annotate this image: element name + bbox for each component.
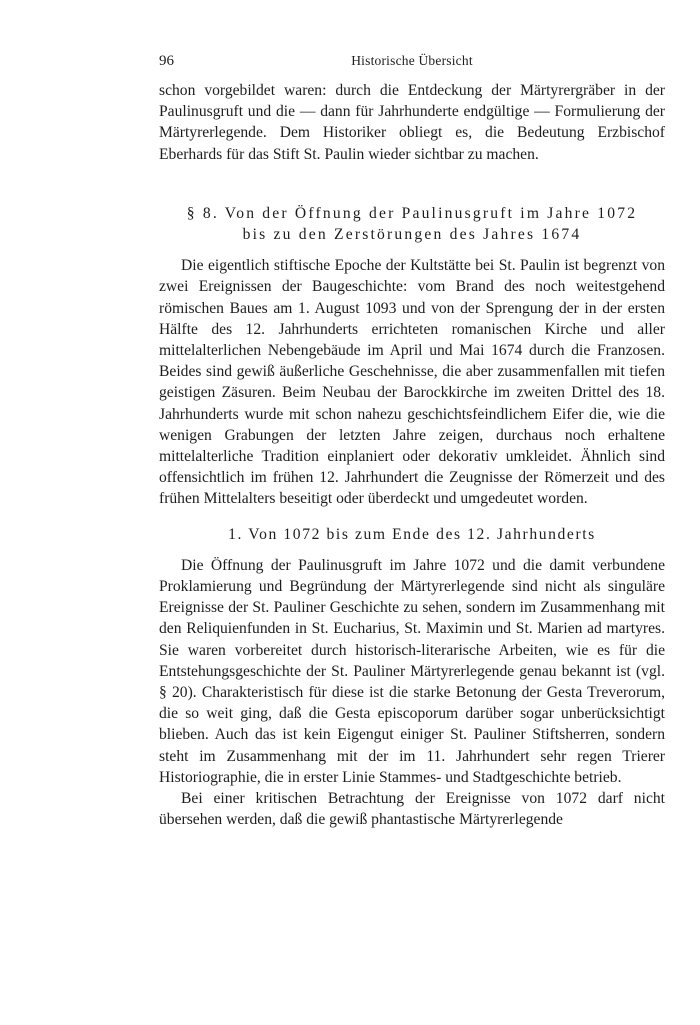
section-heading-line-2: bis zu den Zerstörungen des Jahres 1674	[242, 226, 582, 244]
section-paragraph: Die eigentlich stiftische Epoche der Kultstätte bei St. Paulin ist begrenzt von zwei Ereignissen der Baugeschichte: vom Brand des noch weitestgehend römischen Baues am 1. August 1093 und von der Sprengung der in der ersten Hälfte des 12. Jahrhunderts errichteten romanischen Kirche und aller mittelalterlichen Nebengebäude im April und Mai 1674 durch die Franzosen. Beides sind gewiß äußerliche Geschehnisse, die aber zusammenfallen mit tiefen geistigen Zäsuren. Beim Neubau der Barockkirche im zweiten Drittel des 18. Jahrhunderts wurde mit schon nahezu geschichtsfeindlichem Eifer die, wie die wenigen Grabungen der letzten Jahre zeigen, durchaus noch erhaltene mittelalterliche Tradition einplaniert oder dekorativ umkleidet. Ähnlich sind offensichtlich im frühen 12. Jahrhundert die Zeugnisse der Römerzeit und des frühen Mittelalters beseitigt oder überdeckt und umgedeutet worden.	[159, 257, 665, 508]
running-head	[159, 52, 665, 74]
subsection-paragraph-1: Die Öffnung der Paulinusgruft im Jahre 1072 und die damit verbundene Proklamierung und Begründung der Märtyrerlegende sind nicht als singuläre Ereignisse der St. Pauliner Geschichte zu sehen, sondern im Zusammenhang mit den Reliquienfunden in St. Eucharius, St. Maximin und St. Marien ad martyres. Sie waren vorbereitet durch historisch-literarische Arbeiten, wie es für die Entstehungsgeschichte der St. Pauliner Märtyrerlegende genau bekannt ist (vgl. § 20). Charakteristisch für diese ist die starke Betonung der Gesta Treverorum, die so weit ging, daß die Gesta episcoporum darüber sogar unberücksichtigt blieben. Auch das ist kein Eigengut einiger St. Pauliner Stiftsherren, sondern steht im Zusammenhang mit der im 11. Jahrhundert sehr regen Trierer Historiographie, die in erster Linie Stammes- und Stadtgeschichte betrieb.	[159, 556, 665, 786]
running-title: Historische Übersicht	[351, 53, 473, 68]
book-page	[159, 52, 665, 831]
section-heading-line-1: § 8. Von der Öffnung der Paulinusgruft im Jahre 1072	[186, 204, 638, 222]
subsection-paragraph-2: Bei einer kritischen Betrachtung der Ereignisse von 1072 darf nicht übersehen werden, daß die gewiß phantastische Märtyrerlegende	[159, 790, 665, 829]
opening-paragraph: schon vorgebildet waren: durch die Entdeckung der Märtyrergräber in der Paulinusgruft und die — dann für Jahrhunderte endgültige — Formulierung der Märtyrerlegende. Dem Historiker obliegt es, die Bedeutung Erzbischof Eberhards für das Stift St. Paulin wieder sichtbar zu machen.	[159, 82, 665, 163]
subsection-heading: 1. Von 1072 bis zum Ende des 12. Jahrhunderts	[228, 525, 596, 543]
page-number: 96	[159, 53, 174, 69]
section-heading	[159, 203, 665, 245]
